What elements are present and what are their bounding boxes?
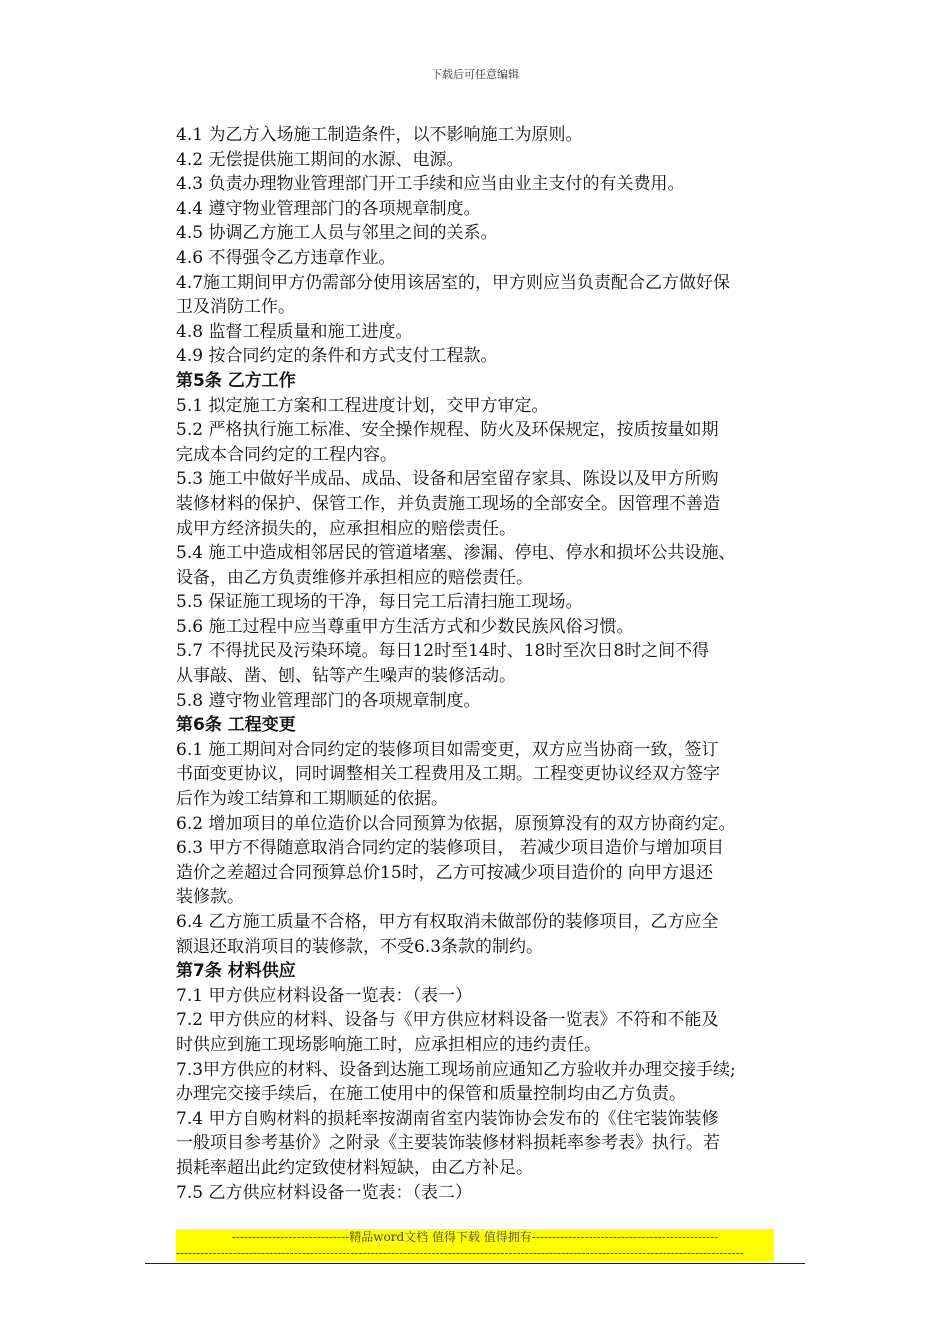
paragraph-line: 5.4 施工中造成相邻居民的管道堵塞、渗漏、停电、停水和损坏公共设施、 <box>176 543 736 564</box>
paragraph-line: 5.3 施工中做好半成品、成品、设备和居室留存家具、陈设以及甲方所购 <box>176 469 719 490</box>
paragraph-line: 5.2 严格执行施工标准、安全操作规程、防火及环保规定，按质按量如期 <box>176 420 719 441</box>
paragraph-line: 5.5 保证施工现场的干净，每日完工后清扫施工现场。 <box>176 592 583 613</box>
paragraph-line: 7.4 甲方自购材料的损耗率按湖南省室内装饰协会发布的《住宅装饰装修 <box>176 1108 719 1129</box>
paragraph-line: 5.8 遵守物业管理部门的各项规章制度。 <box>176 690 481 711</box>
paragraph-line: 5.7 不得扰民及污染环境。每日12时至14时、18时至次日8时之间不得 <box>176 641 710 662</box>
paragraph-line: 时供应到施工现场影响施工时，应承担相应的违约责任。 <box>176 1034 601 1055</box>
paragraph-line: 4.9 按合同约定的条件和方式支付工程款。 <box>176 346 498 367</box>
paragraph-line: 4.5 协调乙方施工人员与邻里之间的关系。 <box>176 223 498 244</box>
paragraph-line: 7.5 乙方供应材料设备一览表：（表二） <box>176 1182 472 1203</box>
paragraph-line: 4.6 不得强令乙方违章作业。 <box>176 247 396 268</box>
paragraph-line: 4.7施工期间甲方仍需部分使用该居室的，甲方则应当负责配合乙方做好保 <box>176 272 731 293</box>
paragraph-line: 卫及消防工作。 <box>176 297 295 318</box>
footer-divider <box>145 1263 805 1264</box>
paragraph-line: 设备，由乙方负责维修并承担相应的赔偿责任。 <box>176 567 533 588</box>
paragraph-line: 后作为竣工结算和工期顺延的依据。 <box>176 789 448 810</box>
page-header: 下载后可任意编辑 <box>431 68 519 81</box>
paragraph-line: 造价之差超过合同预算总价15时，乙方可按减少项目造价的 向甲方退还 <box>176 862 714 883</box>
paragraph-line: 7.2 甲方供应的材料、设备与《甲方供应材料设备一览表》不符和不能及 <box>176 1010 719 1031</box>
paragraph-line: 4.4 遵守物业管理部门的各项规章制度。 <box>176 198 481 219</box>
paragraph-line: 损耗率超出此约定致使材料短缺，由乙方补足。 <box>176 1157 533 1178</box>
paragraph-line: 从事敲、凿、刨、钻等产生噪声的装修活动。 <box>176 666 516 687</box>
paragraph-line: 6.3 甲方不得随意取消合同约定的装修项目， 若减少项目造价与增加项目 <box>176 838 724 859</box>
section-heading: 第7条 材料供应 <box>176 961 296 982</box>
paragraph-line: 5.1 拟定施工方案和工程进度计划，交甲方审定。 <box>176 395 549 416</box>
footer-dashes: -------------------------------------------------------------------------------------------------------------------------------------------- <box>176 1245 774 1261</box>
paragraph-line: 5.6 施工过程中应当尊重甲方生活方式和少数民族风俗习惯。 <box>176 616 634 637</box>
paragraph-line: 办理完交接手续后，在施工使用中的保管和质量控制均由乙方负责。 <box>176 1084 686 1105</box>
paragraph-line: 4.3 负责办理物业管理部门开工手续和应当由业主支付的有关费用。 <box>176 174 685 195</box>
document-body <box>176 123 816 1205</box>
paragraph-line: 6.1 施工期间对合同约定的装修项目如需变更，双方应当协商一致，签订 <box>176 739 719 760</box>
paragraph-line: 4.8 监督工程质量和施工进度。 <box>176 321 413 342</box>
paragraph-line: 4.2 无偿提供施工期间的水源、电源。 <box>176 149 464 170</box>
section-heading: 第6条 工程变更 <box>176 715 296 736</box>
footer-banner: -----------------------------精品word文档 值得下载 值得拥有---------------------------------------------- <box>176 1229 774 1245</box>
paragraph-line: 额退还取消项目的装修款，不受6.3条款的制约。 <box>176 936 544 957</box>
paragraph-line: 成甲方经济损失的，应承担相应的赔偿责任。 <box>176 518 516 539</box>
paragraph-line: 一般项目参考基价》之附录《主要装饰装修材料损耗率参考表》执行。若 <box>176 1133 720 1154</box>
paragraph-line: 装修材料的保护、保管工作，并负责施工现场的全部安全。因管理不善造 <box>176 493 720 514</box>
paragraph-line: 书面变更协议，同时调整相关工程费用及工期。工程变更协议经双方签字 <box>176 764 720 785</box>
paragraph-line: 6.2 增加项目的单位造价以合同预算为依据，原预算没有的双方协商约定。 <box>176 813 736 834</box>
paragraph-line: 7.1 甲方供应材料设备一览表：（表一） <box>176 985 472 1006</box>
paragraph-line: 完成本合同约定的工程内容。 <box>176 444 397 465</box>
paragraph-line: 6.4 乙方施工质量不合格，甲方有权取消未做部份的装修项目，乙方应全 <box>176 912 719 932</box>
paragraph-line: 7.3甲方供应的材料、设备到达施工现场前应通知乙方验收并办理交接手续; <box>176 1059 736 1080</box>
paragraph-line: 4.1 为乙方入场施工制造条件，以不影响施工为原则。 <box>176 125 583 145</box>
section-heading: 第5条 乙方工作 <box>176 370 296 391</box>
paragraph-line: 装修款。 <box>176 887 244 908</box>
